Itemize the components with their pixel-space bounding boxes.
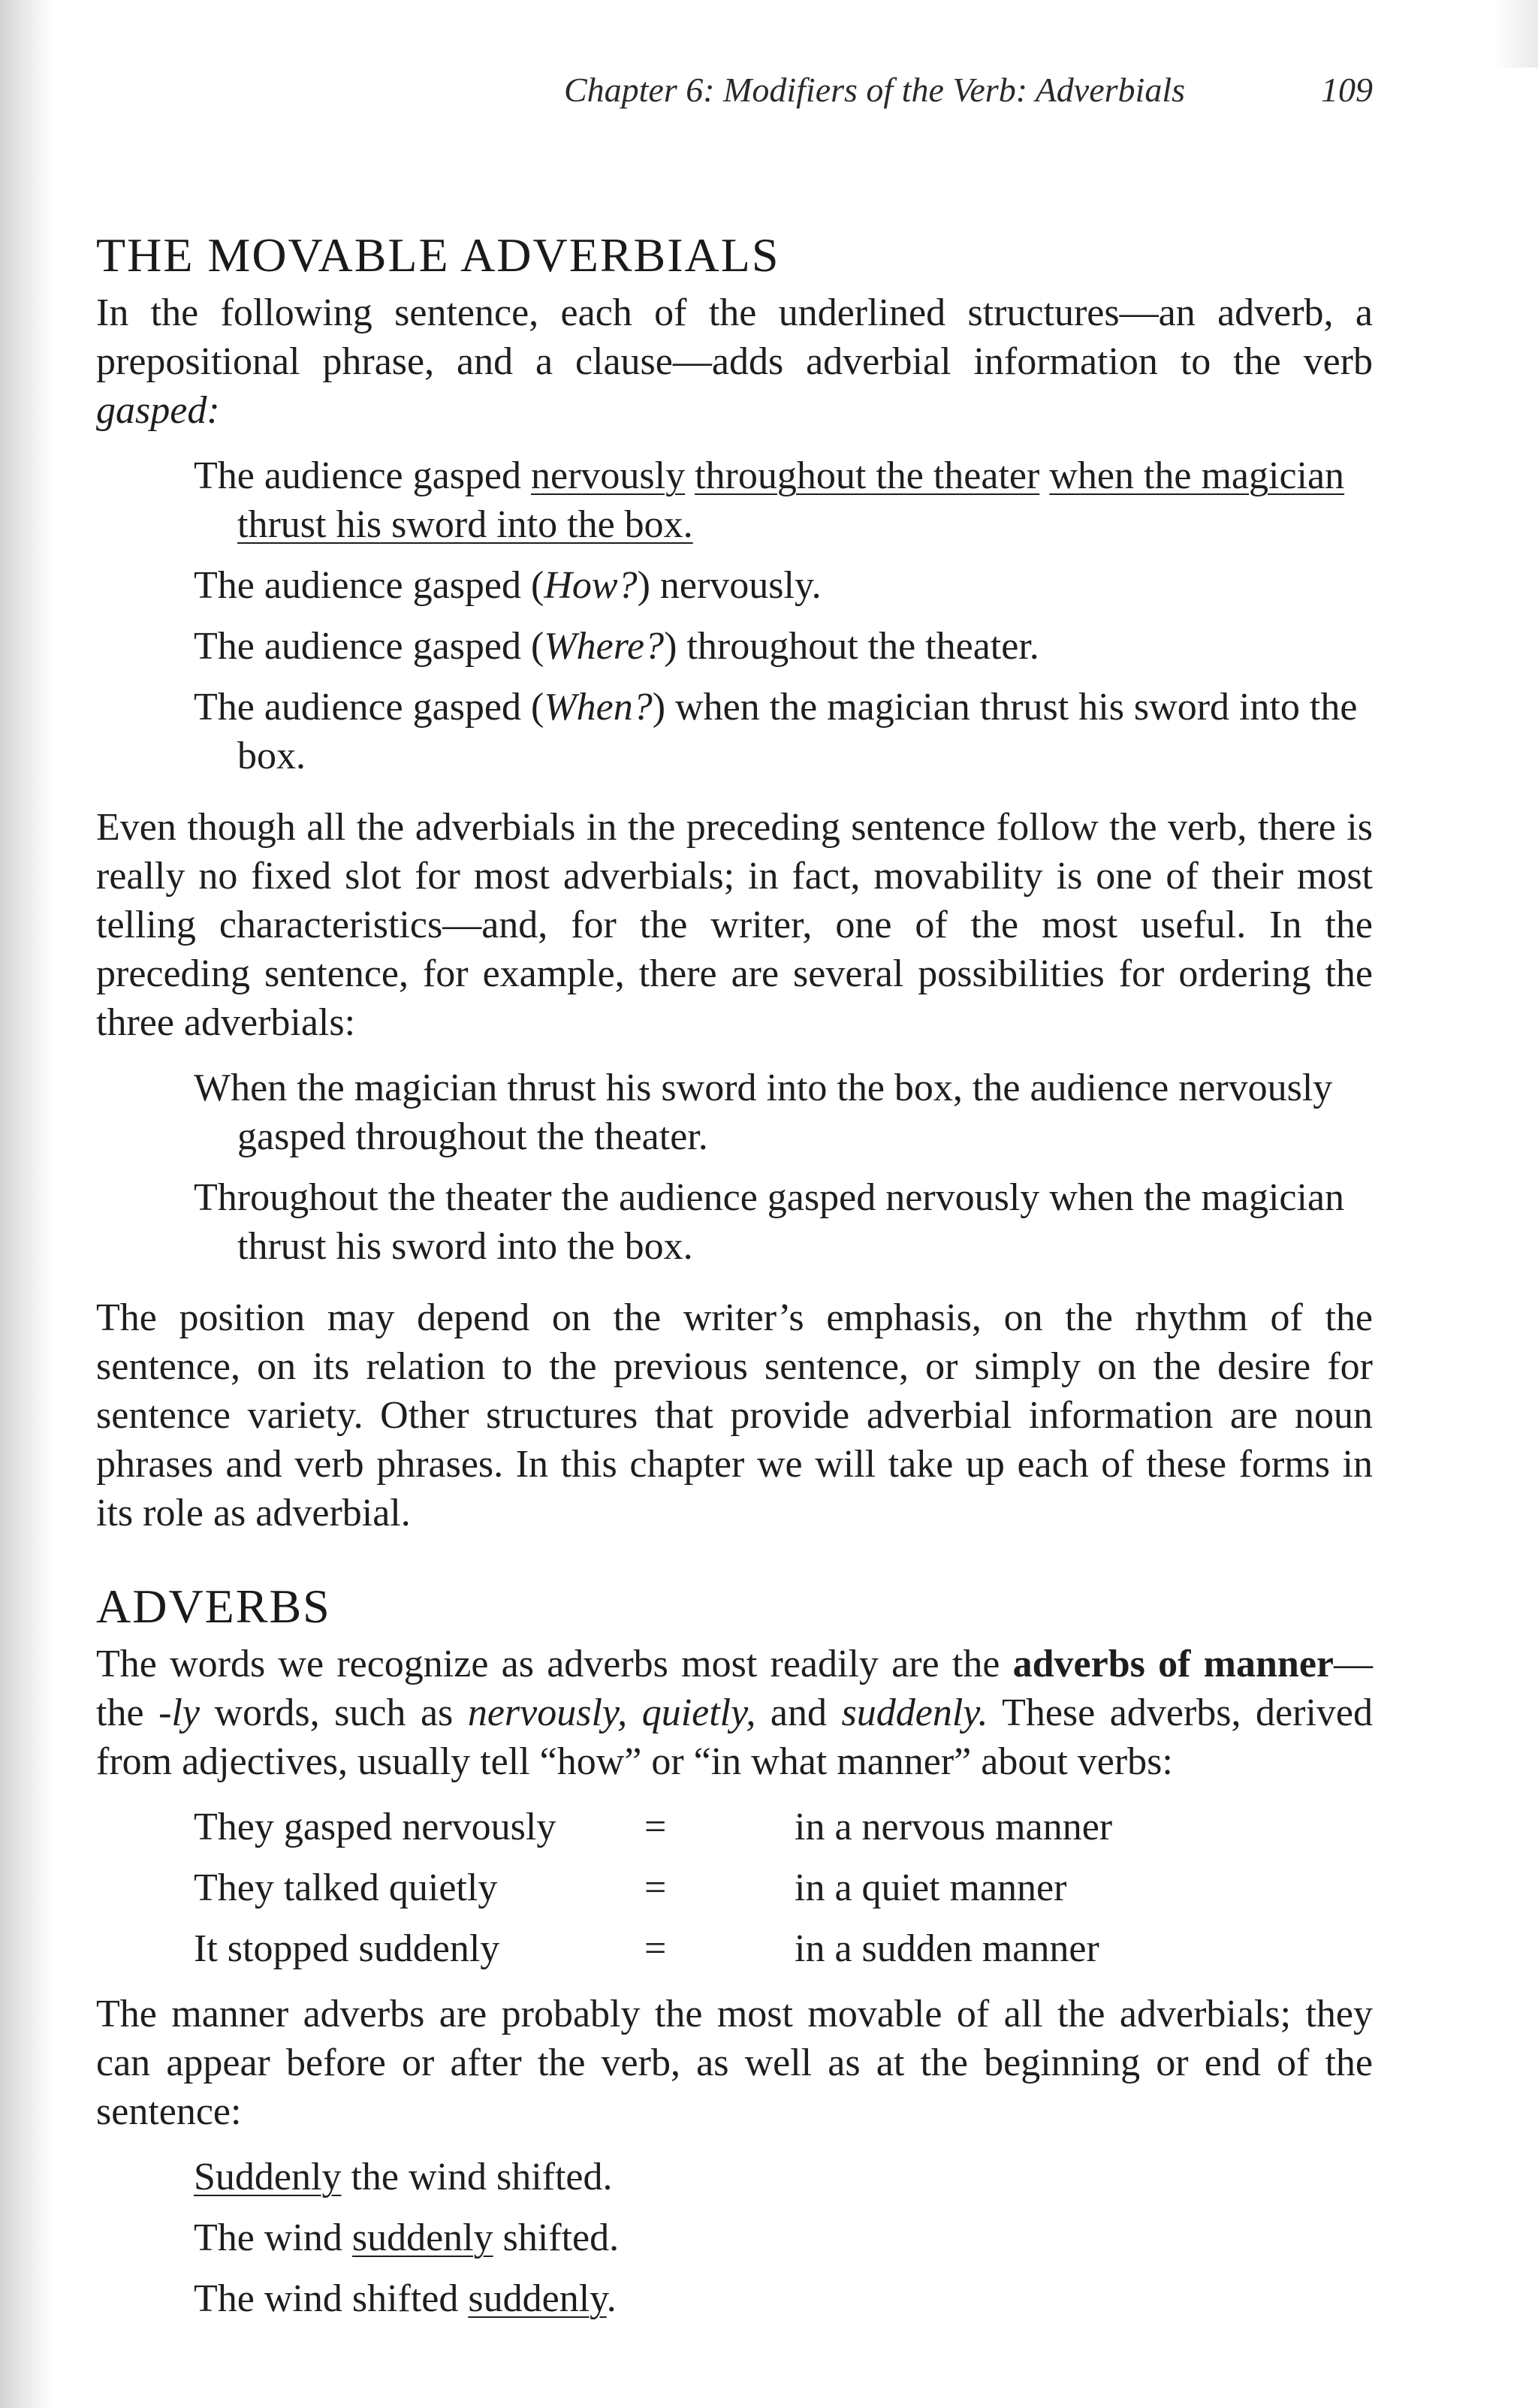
example-text: The audience gasped (	[194, 564, 544, 607]
example-reordering: Throughout the theater the audience gasped nervously when the magician thrust his sword into the box.	[194, 1176, 1345, 1268]
example-list-reorderings	[96, 1064, 1373, 1271]
example-reordering: When the magician thrust his sword into the box, the audience nervously gasped throughout the theater.	[194, 1067, 1333, 1158]
equivalence-right: in a quiet manner	[795, 1866, 1067, 1909]
equals-sign: =	[644, 1806, 667, 1848]
example-text: The wind	[194, 2216, 352, 2259]
book-page	[96, 68, 1373, 2346]
text-run: — the	[96, 1643, 1373, 1734]
example-text: shifted.	[493, 2216, 620, 2259]
example-text: .	[606, 2277, 617, 2320]
equivalence-right: in a nervous manner	[795, 1806, 1113, 1848]
example-position	[96, 2274, 1373, 2323]
question-word: When?	[544, 686, 653, 729]
equivalence-left: They talked quietly	[194, 1866, 498, 1909]
question-word: How?	[544, 564, 638, 607]
example-question-where	[96, 622, 1373, 671]
example-list-positions	[96, 2153, 1373, 2323]
intro-paragraph	[96, 288, 1373, 435]
example-word: suddenly.	[841, 1691, 988, 1734]
underlined-adverb: Suddenly	[194, 2156, 342, 2198]
section-heading-adverbs: ADVERBS	[96, 1580, 331, 1633]
text-run: words, such as	[199, 1691, 468, 1734]
text-run: These adverbs, derived from adjectives, usually tell “how” or “in what manner” about verbs:	[96, 1691, 1373, 1783]
example-word: quietly,	[641, 1691, 756, 1734]
section-heading-movable-adverbials: THE MOVABLE ADVERBIALS	[96, 228, 780, 282]
question-word: Where?	[544, 625, 665, 668]
equivalence-left: They gasped nervously	[194, 1806, 556, 1848]
text-run: The words we recognize as adverbs most readily are the	[96, 1643, 1013, 1685]
equivalence-left: It stopped suddenly	[194, 1927, 500, 1970]
running-title: Chapter 6: Modifiers of the Verb: Adverbials	[563, 71, 1185, 109]
paragraph-manner-adverbs	[96, 1640, 1373, 1786]
underlined-clause: when the magician thrust his sword into the box.	[237, 454, 1345, 546]
intro-text: In the following sentence, each of the underlined structures—an adverb, a prepositional phrase, and a clause—adds adverbial information to the verb	[96, 291, 1373, 383]
example-list-questions	[96, 451, 1373, 780]
example-subject: The audience gasped	[194, 454, 532, 497]
example-main-sentence	[96, 451, 1373, 549]
example-text: The audience gasped (	[194, 625, 544, 668]
page-gutter-shadow	[0, 0, 53, 2408]
suffix-ly: -ly	[158, 1691, 200, 1734]
underlined-adverb: suddenly	[468, 2277, 607, 2320]
paragraph-position: The position may depend on the writer’s emphasis, on the rhythm of the sentence, on its relation to the previous sentence, or simply on the desire for sentence variety. Other structures that provide adverbial information are noun phrases and verb phrases. In this chapter we will take up each of these forms in its role as adverbial.	[96, 1296, 1373, 1534]
example-question-when	[96, 683, 1373, 780]
page-number: 109	[1321, 71, 1373, 109]
page-corner-shadow	[1493, 0, 1538, 68]
text-run: and	[755, 1691, 842, 1734]
example-text: The audience gasped (	[194, 686, 544, 729]
example-text: The wind shifted	[194, 2277, 469, 2320]
term-adverbs-of-manner: adverbs of manner	[1012, 1643, 1334, 1685]
equivalence-right: in a sudden manner	[795, 1927, 1099, 1970]
manner-equivalence-table	[194, 1803, 1373, 1973]
running-head	[96, 68, 1373, 128]
example-text: ) throughout the theater.	[664, 625, 1039, 668]
example-question-how	[96, 561, 1373, 610]
underlined-adverb: suddenly	[351, 2216, 493, 2259]
equals-sign: =	[644, 1927, 667, 1970]
example-text: ) when the magician thrust his sword into the box.	[237, 686, 1358, 777]
example-text: the wind shifted.	[341, 2156, 613, 2198]
underlined-prepositional-phrase: throughout the theater	[695, 454, 1040, 497]
example-text: ) nervously.	[637, 564, 822, 607]
paragraph-movability: Even though all the adverbials in the preceding sentence follow the verb, there is really no fixed slot for most adverbials; in fact, movability is one of their most telling characteristics—and, for the writer, one of the most useful. In the preceding sentence, for example, there are several possibilities for ordering the three adverbials:	[96, 806, 1373, 1044]
underlined-adverb: nervously	[531, 454, 686, 497]
example-position	[96, 2213, 1373, 2262]
example-word: nervously,	[467, 1691, 628, 1734]
intro-verb: gasped:	[96, 389, 220, 432]
paragraph-movable-manner: The manner adverbs are probably the most movable of all the adverbials; they can appear before or after the verb, as well as at the beginning or end of the sentence:	[96, 1993, 1373, 2133]
example-position	[96, 2153, 1373, 2201]
equals-sign: =	[644, 1866, 667, 1909]
